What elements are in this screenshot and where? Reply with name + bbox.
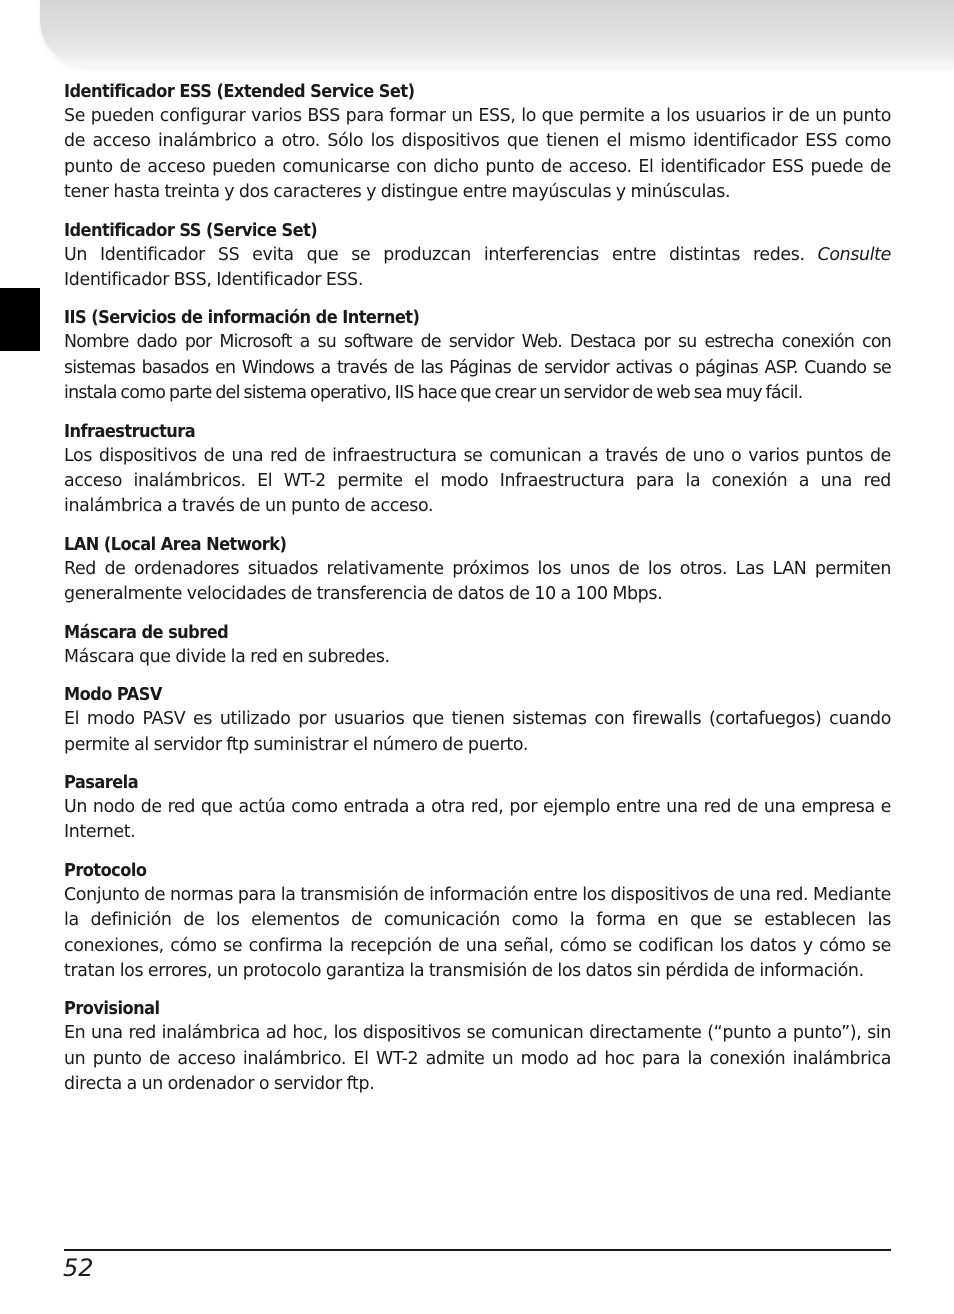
glossary-entry-ess bbox=[64, 79, 891, 206]
glossary-entry-iis bbox=[64, 305, 891, 406]
page-number: 52 bbox=[63, 1254, 94, 1282]
glossary-content bbox=[64, 79, 891, 1110]
entry-term: LAN (Local Area Network) bbox=[64, 533, 287, 555]
entry-definition: Conjunto de normas para la transmisión de información entre los dispositivos de una red. Mediante la definición de los elementos de comunicación como la forma en que se establecen las conexiones, cómo se confirma la recepción de una señal, cómo se codifican los datos y cómo se tratan los errores, un protocolo garantiza la transmisión de los datos sin pérdida de información. bbox=[64, 884, 891, 981]
entry-term: Protocolo bbox=[64, 859, 147, 881]
glossary-entry-mascara bbox=[64, 620, 891, 670]
entry-definition: Un nodo de red que actúa como entrada a otra red, por ejemplo entre una red de una empresa e Internet. bbox=[64, 796, 891, 843]
entry-definition: Los dispositivos de una red de infraestructura se comunican a través de uno o varios puntos de acceso inalámbricos. El WT-2 permite el modo Infraestructura para la conexión a una red inalámbrica a través de un punto de acceso. bbox=[64, 445, 891, 517]
entry-term: Infraestructura bbox=[64, 420, 196, 442]
entry-term: Identificador ESS (Extended Service Set) bbox=[64, 81, 415, 102]
section-tab-marker bbox=[0, 288, 40, 351]
glossary-entry-ss bbox=[64, 218, 891, 294]
glossary-entry-pasv bbox=[64, 682, 891, 758]
entry-definition: En una red inalámbrica ad hoc, los dispositivos se comunican directamente (“punto a punto”), sin un punto de acceso inalámbrico. El WT-2 admite un modo ad hoc para la conexión inalámbrica directa a un ordenador o servidor ftp. bbox=[64, 1023, 891, 1095]
cross-reference-ess: Identificador ESS bbox=[216, 270, 358, 291]
header-band bbox=[40, 0, 954, 66]
definition-text: Un Identificador SS evita que se produzcan interferencias entre distintas redes. bbox=[64, 244, 818, 265]
entry-definition: Se pueden configurar varios BSS para formar un ESS, lo que permite a los usuarios ir de un punto de acceso inalámbrico a otro. Sólo los dispositivos que tienen el mismo identificador ESS como punto de acceso pueden comunicarse con dicho punto de acceso. El identificador ESS puede de tener hasta treinta y dos caracteres y distingue entre mayúsculas y minúsculas. bbox=[64, 106, 891, 203]
footer-rule bbox=[64, 1249, 891, 1251]
entry-definition: Máscara que divide la red en subredes. bbox=[64, 646, 390, 667]
glossary-entry-protocolo bbox=[64, 858, 891, 985]
glossary-entry-lan bbox=[64, 532, 891, 608]
see-label: Consulte bbox=[817, 244, 891, 265]
glossary-entry-provisional bbox=[64, 996, 891, 1097]
definition-end: . bbox=[357, 270, 364, 291]
entry-definition: El modo PASV es utilizado por usuarios que tienen sistemas con firewalls (cortafuegos) cuando permite al servidor ftp suministrar el número de puerto. bbox=[64, 709, 891, 755]
cross-reference-bss: Identificador BSS bbox=[64, 270, 207, 291]
glossary-entry-pasarela bbox=[64, 770, 891, 846]
entry-term: Máscara de subred bbox=[64, 621, 229, 643]
entry-definition bbox=[64, 243, 891, 294]
entry-term: Identificador SS (Service Set) bbox=[64, 219, 318, 241]
entry-term: Provisional bbox=[64, 998, 160, 1020]
entry-definition: Nombre dado por Microsoft a su software de servidor Web. Destaca por su estrecha conexión con sistemas basados en Windows a través de las Páginas de servidor activas o páginas ASP. Cuando se instala como parte del sistema operativo, IIS hace que crear un servidor de web sea muy fácil. bbox=[64, 332, 891, 404]
entry-term: IIS (Servicios de información de Internet) bbox=[64, 307, 420, 329]
entry-term: Modo PASV bbox=[64, 684, 162, 706]
separator: , bbox=[206, 270, 217, 291]
glossary-entry-infraestructura bbox=[64, 419, 891, 520]
entry-term: Pasarela bbox=[64, 771, 139, 793]
entry-definition: Red de ordenadores situados relativamente próximos los unos de los otros. Las LAN permiten generalmente velocidades de transferencia de datos de 10 a 100 Mbps. bbox=[64, 558, 891, 605]
